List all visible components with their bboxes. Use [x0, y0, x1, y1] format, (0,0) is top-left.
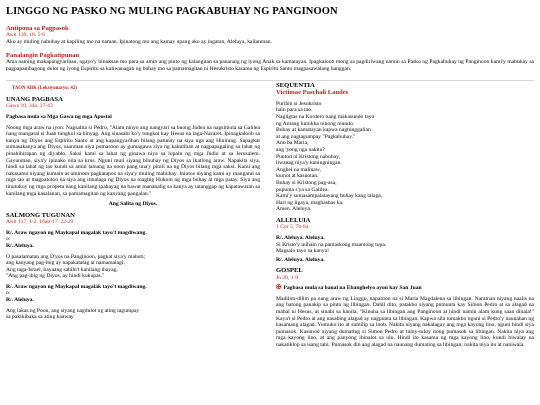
alleluia-heading: ALLELUIA: [276, 216, 311, 224]
sequentia-heading: SEQUENTIA: [276, 82, 315, 89]
gospel-text: Madilim-dilim pa nang araw ng Linggo, naparoon na si Maria Magdalena sa libingan. Naratnan niyang naalis na ang batong panakip sa pinto ng libingan. Dahil dito, patakbo siyang pumunta kay Simon Pedro at sa alagad na mahal ni Hesus, at sinabi sa kanila, "Kinuha sa libingan ang Panginoon at hindi namin alam kung saan dinala!" Kaya't si Pedro at ang nasabing alagad ay nagpunta sa libingan. Kapwa sila tumakbo nguni si Pedro'y naunahan ng kasamang alagad. Yumuko ito at sumilip sa loob. Nakita niyang nakalagay ang mga kayong lino, nguni hindi siya pumasok. Kasunod niyang dumating si Simon Pedro at tuloy-tuloy itong pumasok sa libingan. Nakita niya ang mga kayong lino, at ang panyong ibinalot sa ulo. Hindi ito kasama ng mga kayong lino, kundi hiwalay na nakatiklop sa isang tabi. Pumasok din ang alagad na naunang dumating sa libingan; nakita niya ito at naniwala.: [276, 295, 534, 349]
stanza-line: Ang taga-Israel, bayaang sabihi't kanilang ihayag,: [6, 266, 118, 273]
sequentia-hymn: [276, 101, 534, 213]
salmong-ref: Awit 117, 1-2. 16ab-17. 22-23: [6, 219, 74, 226]
panalangin-text: Ama naming makapangyarihan, ngayo'y binuksan mo para sa amin ang pinto ng kalangitan sa pananaig ng iyong Anak sa kamatayan. Ipagkaloob mong sa pagdiriwang namin sa Pasko ng Pagkabuhay ng Panginoon kami'y mabuhay sa pagpapanibagong dulot ng iyong Espiritu sa kaliwanagan ng buhay mo sa pamamagitan ni Hesukristo kasama ng Espiritu Santo magpasawalang hanggan.: [6, 59, 534, 72]
gospel-title-row: [276, 285, 534, 292]
antipona-text: Ako ay muling nabuhay at kapiling mo na naman. Ipinatong mo ang kamay upang ako ay ingatan, Aleluya, kailanman.: [6, 39, 272, 45]
hymn-line: Ano ba Maria,: [276, 140, 309, 147]
right-column: [276, 82, 534, 405]
victimae-heading: Victimae Paschali Laudes: [276, 89, 349, 97]
salita-ng-diyos: Ang Salita ng Diyos.: [108, 201, 158, 208]
hymn-line: kumot at kasuotan.: [276, 173, 319, 180]
antipona-ref: Awit 139, 18. 5-6: [6, 32, 46, 39]
hymn-line: Anghel na malinaw,: [276, 166, 321, 173]
hymn-line: at ang nagtagumpay "Pagkabuhay.": [276, 133, 356, 140]
hymn-line: Buhay si Kristong pag-asa,: [276, 179, 337, 186]
pagbasa-title: Pagbasa mula sa Mga Gawa ng mga Apostol: [6, 114, 112, 120]
pagbasa-text: Noong mga araw na iyon: Nagsalita si Pedro, "Alam ninyo ang nangyari sa buong Judea na nagsimula sa Galilea nang mangaral si Juan tungkol sa binyag. Ang sinasabi ko'y tungkol kay Hesus na taga-Nazaret. Ipinagkaloob sa kanya ng Diyos ang Espiritu Santo at ang kapangyarihan bilang patunay na siya nga ang Hinirang. Sapagkat sumasakanya ang Diyos, saanman siya pumaroon ay gumagawa siya ng kabutihan at nagpapagaling sa lahat ng pinahihirapan ng diyablo. Saksi kami sa lahat ng ginawa niya sa lupain ng mga Judio at sa Jerusalem. Gayunman, siya'y ipinako nila sa krus. Nguni muli siyang binuhay ng Diyos sa ikatlong araw. Napakita siya, hindi sa lahat ng tao kundi sa amin lamang na noon pang una'y pinili na ng Diyos bilang mga saksi. Kami ang nakasama niyang kumain at uminom pagkatapos na siya'y muling mabuhay. Iniutos niyang kami ay mangaral sa mga tao at magpatotoo na siya ang itinalaga ng Diyos na maging Hukom ng mga buhay at mga patay. Siya ang tinutukoy ng mga propeta nang kanilang ipahayag na bawat mananalig sa kanya ay tatanggap ng kapatawaran sa kanilang mga kasalanan, sa pamamagitan ng kanyang pangalan.": [6, 124, 260, 197]
alleluia-verse-line: Si Kristo'y inihain na pamaskong maamong tupa.: [276, 241, 387, 248]
hymn-line: Purihin si Jesukristo: [276, 100, 322, 107]
hymn-line: pupunta s'ya sa Galilea.: [276, 186, 329, 193]
hymn-line: Buhay at kamatayan kapwa nagtunggalian: [276, 127, 371, 134]
hymn-line: Puntod ni Kristong nabuhay,: [276, 153, 340, 160]
aleluya-response: R/. Aleluya.: [6, 297, 34, 304]
antipona-heading: Antipona sa Pagpasok: [6, 25, 69, 32]
stanza-line: ang kanyang pag-ibig ay napakatatag at namamalagi.: [6, 260, 125, 267]
hymn-line: Amen. Aleluya.: [276, 206, 312, 213]
cross-icon: ✠: [276, 284, 282, 292]
tugon-line: R/. Araw ngayon ng Maykapal magalak tayo't magdiwang.: [6, 283, 147, 290]
hymn-line: Hari ng ligaya, maghasbas ka.: [276, 199, 344, 206]
page-title: LINGGO NG PASKO NG MULING PAGKABUHAY NG PANGINOON: [6, 6, 338, 17]
hymn-line: liwanag niya'y kaningningan.: [276, 160, 342, 167]
alleluia-ref: 1 Cor 5, 7b-8a: [276, 224, 309, 231]
taon-label: TAON ABK (Leksiyonaryo: 42): [12, 86, 77, 91]
gospel-heading: GOSPEL: [276, 267, 303, 275]
unang-pagbasa-ref: Gawa 10, 34a. 37-43: [6, 103, 53, 110]
stanza-line: Ang lakas ng Poon, ang siyang nagdulot ng ating tagumpay: [6, 307, 140, 314]
gospel-title: Pagbasa mula sa banal na Ebanghelyo ayon kay San Juan: [283, 285, 422, 292]
alleluia-response: R/. Aleluya. Aleluya.: [276, 234, 325, 241]
hymn-line: Kami'y sumasampalatayang buhay kang talaga,: [276, 193, 383, 200]
hymn-line: hain para sa tao.: [276, 107, 313, 114]
stanza-line: O pasalamatan ang D'yos na Panginoon, pagkat siya'y mabuti;: [6, 253, 146, 260]
psalm-stanza-1: [6, 254, 260, 280]
hymn-line: ang 'yong nga nakita?: [276, 146, 325, 153]
stanza-line: sa pakikibaka sa ating kaaway: [6, 314, 74, 321]
left-column: [6, 82, 260, 405]
section-divider: [6, 80, 534, 81]
panalangin-heading: Panalangin Pagkatipunan: [6, 52, 80, 59]
gospel-ref: Jn 20, 1-9: [276, 274, 299, 281]
panalangin-section: [6, 52, 534, 73]
stanza-line: "Ang pag-ibig ng Diyos, ay hindi kukupas.": [6, 273, 105, 280]
o-label: o:: [6, 290, 11, 297]
antipona-section: [6, 25, 534, 46]
unang-pagbasa-heading: UNANG PAGBASA: [6, 96, 63, 103]
alleluia-response: R/. Aleluya. Aleluya.: [276, 256, 325, 263]
hymn-line: Nagligtas na Kordero nang makasundo tayo: [276, 114, 375, 120]
salmong-heading: SALMONG TUGUNAN: [6, 211, 75, 219]
aleluya-response: R/. Aleluya.: [6, 242, 34, 249]
hymn-line: ng Amang lumikha ninong mundo.: [276, 120, 355, 127]
o-label: o:: [6, 236, 11, 243]
tugon-line: R/. Araw ngayon ng Maykapal magalak tayo't magdiwang.: [6, 229, 147, 236]
alleluia-verse-line: Magsalo tayo sa kanya!: [276, 248, 329, 255]
psalm-stanza-2: [6, 308, 260, 321]
